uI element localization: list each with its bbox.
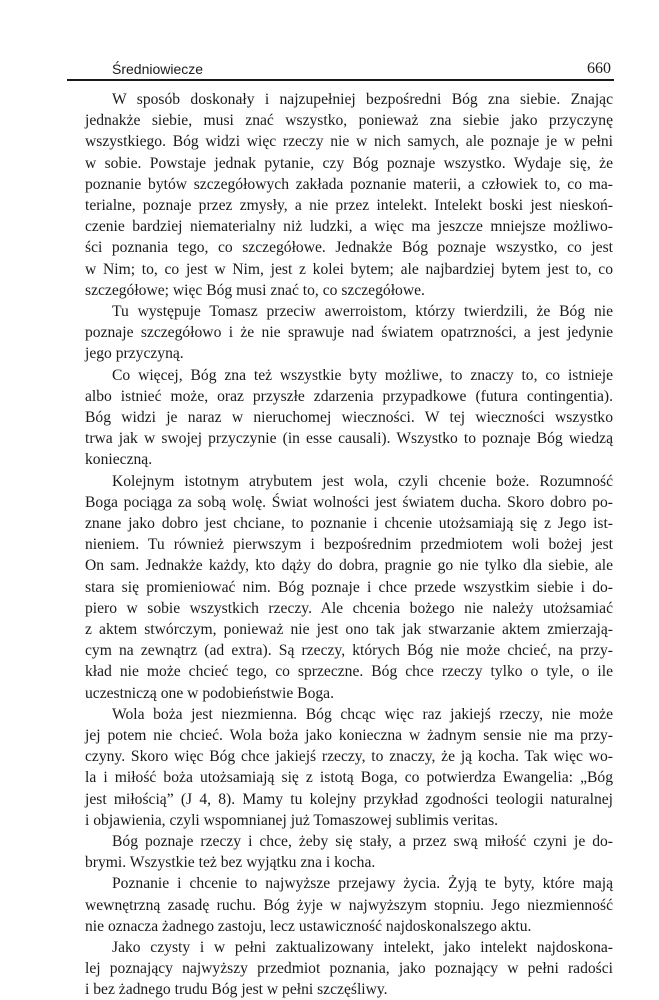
text-line: uczestniczą one w podobieństwie Boga. xyxy=(85,684,334,702)
text-line: cym na zewnątrz (ad extra). Są rzeczy, których Bóg nie może chcieć, na przy- xyxy=(85,642,613,660)
text-line: nieniem. Tu również pierwszym i bezpośrednim przedmiotem woli bożej jest xyxy=(85,536,613,554)
text-line: wszystkiego. Bóg widzi więc rzeczy nie w nich samych, ale poznaje je w pełni xyxy=(85,133,613,151)
text-line: albo istnieć może, oraz przyszłe zdarzenia przypadkowe (futura contingentia). xyxy=(85,387,613,405)
text-line: i objawienia, czyli wspomnianej już Tomaszowej sublimis veritas. xyxy=(85,811,499,829)
text-line: szczegółowe; więc Bóg musi znać to, co szczegółowe. xyxy=(85,281,425,299)
text-line: kład nie może chcieć tego, co sprzeczne. Bóg chce rzeczy tylko o tyle, o ile xyxy=(85,663,613,681)
text-line: On sam. Jednakże każdy, kto dąży do dobra, pragnie go nie tylko dla siebie, ale xyxy=(85,557,613,575)
text-line: jego przyczyną. xyxy=(85,345,184,363)
text-line: Jako czysty i w pełni zaktualizowany intelekt, jako intelekt najdoskona- xyxy=(112,939,613,956)
text-line: piero w sobie wszystkich rzeczy. Ale chcenia bożego nie należy utożsamiać xyxy=(85,599,613,617)
text-line: Tu występuje Tomasz przeciw awerroistom, którzy twierdzili, że Bóg nie xyxy=(112,303,613,320)
text-line: nie oznacza żadnego zastoju, lecz ustawiczność najdoskonalszego aktu. xyxy=(85,917,532,935)
text-line: konieczną. xyxy=(85,451,153,469)
page-number: 660 xyxy=(587,60,611,77)
text-line: brymi. Wszystkie też bez wyjątku zna i kocha. xyxy=(85,854,376,872)
text-line: Boga pociąga za sobą wolę. Świat wolności jest światem ducha. Skoro dobro po- xyxy=(85,493,613,511)
text-line: znane jako dobro jest chciane, to poznanie i chcenie utożsamiają się z Jego ist- xyxy=(85,515,613,532)
text-line: czyny. Skoro więc Bóg chce jakiejś rzeczy, to znaczy, że ją kocha. Tak więc wo- xyxy=(85,748,613,766)
text-line: ści poznania tego, co szczegółowe. Jednakże Bóg poznaje wszystko, co jest xyxy=(85,239,613,257)
text-line: Bóg poznaje rzeczy i chce, żeby się stały, a przez swą miłość czyni je do- xyxy=(112,833,613,850)
text-line: z aktem stwórczym, ponieważ nie jest ono tak jak stwarzanie aktem zmierzają- xyxy=(85,621,613,638)
text-line: W sposób doskonały i najzupełniej bezpośredni Bóg zna siebie. Znając xyxy=(112,91,613,108)
text-line: poznanie bytów szczegółowych zakłada poznanie materii, a człowiek to, co ma- xyxy=(85,175,613,193)
text-line: jest miłością” (J 4, 8). Mamy tu kolejny przykład zgodności teologii naturalnej xyxy=(85,790,613,808)
text-line: trwa jak w swojej przyczynie (in esse causali). Wszystko to poznaje Bóg wiedzą xyxy=(85,430,613,448)
text-line: wewnętrzną zasadę ruchu. Bóg żyje w najwyższym stopniu. Jego niezmienność xyxy=(85,896,613,914)
text-line: w sobie. Powstaje jednak pytanie, czy Bóg poznaje wszystko. Wydaje się, że xyxy=(85,154,613,172)
text-line: w Nim; to, co jest w Nim, jest z kolei bytem; ale najbardziej bytem jest to, co xyxy=(85,260,613,278)
text-line: Poznanie i chcenie to najwyższe przejawy życia. Żyją te byty, które mają xyxy=(112,875,613,893)
text-line: i bez żadnego trudu Bóg jest w pełni szczęśliwy. xyxy=(85,981,388,999)
text-line: terialne, poznaje przez zmysły, a nie przez intelekt. Intelekt boski jest nieskoń- xyxy=(85,197,613,214)
section-title: Średniowiecze xyxy=(112,61,204,77)
text-line: la i miłość boża utożsamiają się z istotą Boga, co potwierdza Ewangelia: „Bóg xyxy=(85,769,613,787)
text-line: Kolejnym istotnym atrybutem jest wola, czyli chcenie boże. Rozumność xyxy=(112,472,613,490)
text-line: jej potem nie chcieć. Wola boża jako konieczna w żadnym sensie nie ma przy- xyxy=(85,727,613,744)
text-line: Bóg widzi je naraz w nieruchomej wieczności. W tej wieczności wszystko xyxy=(85,409,613,426)
text-line: Wola boża jest niezmienna. Bóg chcąc więc raz jakiejś rzeczy, nie może xyxy=(112,705,613,723)
text-line: poznaje szczegółowo i że nie sprawuje nad światem opatrzności, a jest jedynie xyxy=(85,324,613,342)
text-line: stara się promieniować nim. Bóg poznaje i chce przede wszystkim siebie i do- xyxy=(85,578,613,596)
text-line: czenie bardziej niematerialny niż ludzki, a więc ma jeszcze mniejsze możliwo- xyxy=(85,218,613,236)
text-line: Co więcej, Bóg zna też wszystkie byty możliwe, to znaczy to, co istnieje xyxy=(112,366,613,384)
text-line: jednakże siebie, musi znać wszystko, ponieważ zna siebie jako przyczynę xyxy=(85,112,613,130)
text-line: lej poznający najwyższy przedmiot poznania, jako poznający w pełni radości xyxy=(85,960,613,978)
